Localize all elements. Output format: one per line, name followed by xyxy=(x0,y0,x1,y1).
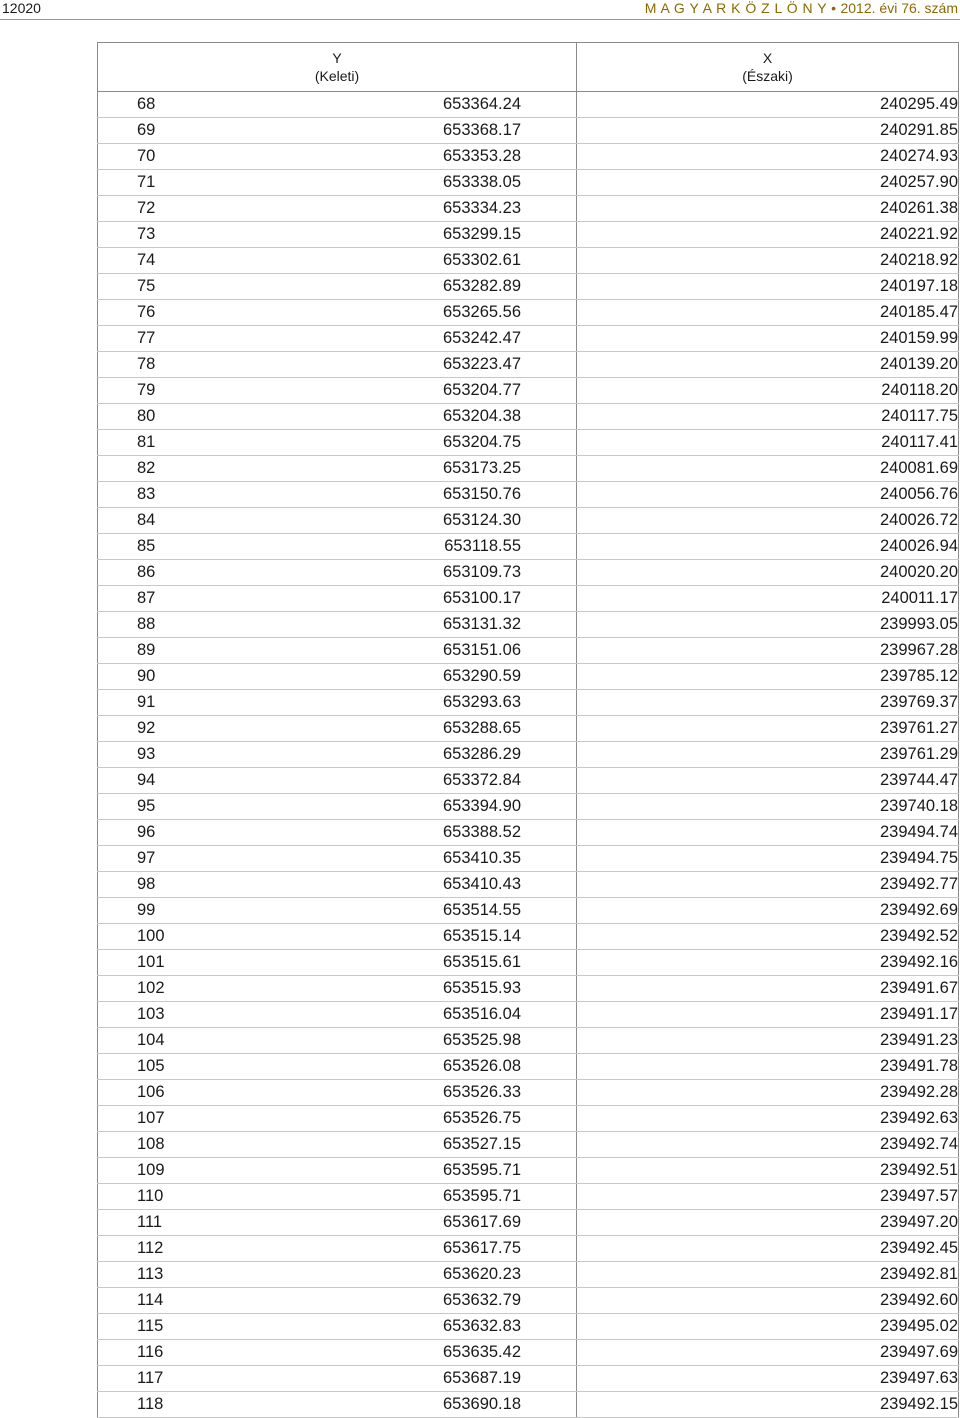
y-cell xyxy=(98,846,577,872)
y-cell xyxy=(98,560,577,586)
x-value: 239491.23 xyxy=(577,1028,959,1054)
table-row xyxy=(98,638,959,664)
table-row xyxy=(98,144,959,170)
y-value: 653526.75 xyxy=(443,1109,521,1127)
table-row xyxy=(98,352,959,378)
y-cell xyxy=(98,1392,577,1418)
y-value: 653338.05 xyxy=(443,173,521,191)
point-index: 107 xyxy=(137,1109,165,1127)
y-cell xyxy=(98,534,577,560)
y-cell xyxy=(98,144,577,170)
header-rule xyxy=(0,19,960,20)
table-row xyxy=(98,1392,959,1418)
table-row xyxy=(98,690,959,716)
y-cell xyxy=(98,716,577,742)
x-value: 240081.69 xyxy=(577,456,959,482)
y-value: 653124.30 xyxy=(443,511,521,529)
y-value: 653131.32 xyxy=(443,615,521,633)
point-index: 103 xyxy=(137,1005,165,1023)
x-value: 239497.69 xyxy=(577,1340,959,1366)
x-value: 240185.47 xyxy=(577,300,959,326)
y-value: 653151.06 xyxy=(443,641,521,659)
x-value: 239497.20 xyxy=(577,1210,959,1236)
y-value: 653515.14 xyxy=(443,927,521,945)
y-cell xyxy=(98,430,577,456)
x-value: 239497.63 xyxy=(577,1366,959,1392)
table-row xyxy=(98,222,959,248)
point-index: 80 xyxy=(137,407,156,425)
y-cell xyxy=(98,898,577,924)
point-index: 85 xyxy=(137,537,156,555)
y-value: 653617.69 xyxy=(443,1213,521,1231)
x-value: 240159.99 xyxy=(577,326,959,352)
y-cell xyxy=(98,1106,577,1132)
point-index: 72 xyxy=(137,199,156,217)
table-row xyxy=(98,586,959,612)
point-index: 96 xyxy=(137,823,156,841)
table-row xyxy=(98,378,959,404)
point-index: 110 xyxy=(137,1187,164,1205)
y-value: 653394.90 xyxy=(443,797,521,815)
y-cell xyxy=(98,794,577,820)
coordinates-table xyxy=(97,42,959,1418)
x-value: 239740.18 xyxy=(577,794,959,820)
x-value: 240218.92 xyxy=(577,248,959,274)
y-value: 653173.25 xyxy=(443,459,521,477)
y-value: 653302.61 xyxy=(443,251,521,269)
point-index: 76 xyxy=(137,303,156,321)
y-cell xyxy=(98,170,577,196)
y-value: 653515.61 xyxy=(443,953,521,971)
y-value: 653299.15 xyxy=(443,225,521,243)
y-cell xyxy=(98,1184,577,1210)
point-index: 94 xyxy=(137,771,156,789)
y-cell xyxy=(98,508,577,534)
journal-title: M A G Y A R K Ö Z L Ö N Y xyxy=(644,0,828,16)
y-value: 653515.93 xyxy=(443,979,521,997)
table-row xyxy=(98,404,959,430)
point-index: 74 xyxy=(137,251,156,269)
table-row xyxy=(98,1236,959,1262)
table-row xyxy=(98,1132,959,1158)
x-value: 239492.74 xyxy=(577,1132,959,1158)
table-row xyxy=(98,820,959,846)
page-number: 12020 xyxy=(2,0,41,16)
x-value: 239785.12 xyxy=(577,664,959,690)
table-row xyxy=(98,1262,959,1288)
y-cell xyxy=(98,1210,577,1236)
table-row xyxy=(98,664,959,690)
point-index: 115 xyxy=(137,1317,164,1335)
x-value: 240026.94 xyxy=(577,534,959,560)
x-value: 239492.45 xyxy=(577,1236,959,1262)
table-row xyxy=(98,534,959,560)
table-row xyxy=(98,612,959,638)
y-cell xyxy=(98,820,577,846)
y-cell xyxy=(98,300,577,326)
table-row xyxy=(98,274,959,300)
table-row xyxy=(98,196,959,222)
table-row xyxy=(98,326,959,352)
x-value: 239492.28 xyxy=(577,1080,959,1106)
point-index: 69 xyxy=(137,121,156,139)
point-index: 92 xyxy=(137,719,156,737)
point-index: 117 xyxy=(137,1369,164,1387)
y-value: 653635.42 xyxy=(443,1343,521,1361)
column-header-y-name: Y xyxy=(332,50,342,66)
table-row xyxy=(98,1106,959,1132)
column-header-y xyxy=(98,43,577,92)
x-value: 239494.75 xyxy=(577,846,959,872)
y-value: 653526.08 xyxy=(443,1057,521,1075)
x-value: 239761.29 xyxy=(577,742,959,768)
x-value: 239744.47 xyxy=(577,768,959,794)
y-cell xyxy=(98,1158,577,1184)
x-value: 239761.27 xyxy=(577,716,959,742)
x-value: 239492.51 xyxy=(577,1158,959,1184)
point-index: 118 xyxy=(137,1395,164,1413)
x-value: 239492.81 xyxy=(577,1262,959,1288)
y-cell xyxy=(98,976,577,1002)
column-header-x xyxy=(577,43,959,92)
table-row xyxy=(98,482,959,508)
y-value: 653118.55 xyxy=(444,537,521,555)
x-value: 239967.28 xyxy=(577,638,959,664)
x-value: 240257.90 xyxy=(577,170,959,196)
y-value: 653617.75 xyxy=(443,1239,521,1257)
y-value: 653204.75 xyxy=(443,433,521,451)
y-value: 653286.29 xyxy=(443,745,521,763)
point-index: 81 xyxy=(137,433,156,451)
table-row xyxy=(98,118,959,144)
y-cell xyxy=(98,742,577,768)
column-header-x-name: X xyxy=(762,50,773,66)
y-value: 653265.56 xyxy=(443,303,521,321)
y-cell xyxy=(98,274,577,300)
table-row xyxy=(98,92,959,118)
y-value: 653242.47 xyxy=(443,329,521,347)
y-cell xyxy=(98,638,577,664)
y-cell xyxy=(98,1132,577,1158)
table-row xyxy=(98,846,959,872)
x-value: 239993.05 xyxy=(577,612,959,638)
y-value: 653410.35 xyxy=(443,849,521,867)
x-value: 239492.60 xyxy=(577,1288,959,1314)
point-index: 102 xyxy=(137,979,165,997)
x-value: 239492.16 xyxy=(577,950,959,976)
table-header-row xyxy=(98,43,959,92)
x-value: 240291.85 xyxy=(577,118,959,144)
point-index: 108 xyxy=(137,1135,165,1153)
y-cell xyxy=(98,1054,577,1080)
table-row xyxy=(98,456,959,482)
table-row xyxy=(98,1002,959,1028)
issue-label: 2012. évi 76. szám xyxy=(840,0,958,16)
journal-header xyxy=(645,0,958,17)
x-value: 239492.69 xyxy=(577,898,959,924)
y-cell xyxy=(98,950,577,976)
y-cell xyxy=(98,196,577,222)
table-row xyxy=(98,1366,959,1392)
point-index: 86 xyxy=(137,563,156,581)
x-value: 239494.74 xyxy=(577,820,959,846)
y-cell xyxy=(98,92,577,118)
page-header xyxy=(0,0,960,17)
point-index: 100 xyxy=(137,927,165,945)
x-value: 239492.63 xyxy=(577,1106,959,1132)
y-value: 653595.71 xyxy=(443,1187,521,1205)
table-row xyxy=(98,300,959,326)
y-value: 653388.52 xyxy=(443,823,521,841)
x-value: 239492.52 xyxy=(577,924,959,950)
y-cell xyxy=(98,118,577,144)
y-cell xyxy=(98,1002,577,1028)
point-index: 90 xyxy=(137,667,156,685)
table-row xyxy=(98,560,959,586)
y-value: 653632.79 xyxy=(443,1291,521,1309)
point-index: 82 xyxy=(137,459,156,477)
point-index: 113 xyxy=(137,1265,164,1283)
point-index: 98 xyxy=(137,875,156,893)
point-index: 89 xyxy=(137,641,156,659)
table-row xyxy=(98,1158,959,1184)
y-value: 653353.28 xyxy=(443,147,521,165)
point-index: 68 xyxy=(137,95,156,113)
y-cell xyxy=(98,404,577,430)
x-value: 240221.92 xyxy=(577,222,959,248)
point-index: 109 xyxy=(137,1161,165,1179)
y-value: 653204.38 xyxy=(443,407,521,425)
y-value: 653109.73 xyxy=(443,563,521,581)
point-index: 79 xyxy=(137,381,156,399)
table-row xyxy=(98,898,959,924)
point-index: 111 xyxy=(137,1213,163,1231)
table-row xyxy=(98,716,959,742)
table-row xyxy=(98,1054,959,1080)
point-index: 71 xyxy=(137,173,156,191)
table-row xyxy=(98,430,959,456)
y-cell xyxy=(98,768,577,794)
x-value: 240011.17 xyxy=(577,586,959,612)
y-cell xyxy=(98,612,577,638)
y-value: 653690.18 xyxy=(443,1395,521,1413)
table-row xyxy=(98,248,959,274)
point-index: 95 xyxy=(137,797,156,815)
y-value: 653514.55 xyxy=(443,901,521,919)
x-value: 240117.75 xyxy=(577,404,959,430)
y-cell xyxy=(98,222,577,248)
point-index: 97 xyxy=(137,849,156,867)
table-row xyxy=(98,1080,959,1106)
table-row xyxy=(98,794,959,820)
y-cell xyxy=(98,1236,577,1262)
x-value: 239491.67 xyxy=(577,976,959,1002)
y-cell xyxy=(98,872,577,898)
y-value: 653620.23 xyxy=(443,1265,521,1283)
y-value: 653150.76 xyxy=(443,485,521,503)
y-value: 653527.15 xyxy=(443,1135,521,1153)
table-body xyxy=(98,92,959,1418)
y-value: 653100.17 xyxy=(443,589,521,607)
point-index: 104 xyxy=(137,1031,165,1049)
table-row xyxy=(98,1184,959,1210)
x-value: 240261.38 xyxy=(577,196,959,222)
table-row xyxy=(98,976,959,1002)
y-cell xyxy=(98,482,577,508)
y-cell xyxy=(98,248,577,274)
y-cell xyxy=(98,1314,577,1340)
point-index: 70 xyxy=(137,147,156,165)
y-value: 653293.63 xyxy=(443,693,521,711)
x-value: 239769.37 xyxy=(577,690,959,716)
point-index: 78 xyxy=(137,355,156,373)
point-index: 87 xyxy=(137,589,156,607)
y-cell xyxy=(98,664,577,690)
point-index: 73 xyxy=(137,225,156,243)
x-value: 240020.20 xyxy=(577,560,959,586)
y-cell xyxy=(98,924,577,950)
y-value: 653632.83 xyxy=(443,1317,521,1335)
table-row xyxy=(98,1314,959,1340)
y-cell xyxy=(98,690,577,716)
x-value: 239497.57 xyxy=(577,1184,959,1210)
table-row xyxy=(98,1210,959,1236)
x-value: 240056.76 xyxy=(577,482,959,508)
y-value: 653516.04 xyxy=(443,1005,521,1023)
point-index: 99 xyxy=(137,901,156,919)
y-value: 653687.19 xyxy=(443,1369,521,1387)
table-row xyxy=(98,1340,959,1366)
y-value: 653223.47 xyxy=(443,355,521,373)
y-cell xyxy=(98,378,577,404)
table-row xyxy=(98,508,959,534)
y-value: 653526.33 xyxy=(443,1083,521,1101)
y-cell xyxy=(98,326,577,352)
point-index: 114 xyxy=(137,1291,164,1309)
y-value: 653372.84 xyxy=(443,771,521,789)
y-cell xyxy=(98,586,577,612)
table-row xyxy=(98,1028,959,1054)
x-value: 239492.15 xyxy=(577,1392,959,1418)
y-cell xyxy=(98,1028,577,1054)
x-value: 240117.41 xyxy=(577,430,959,456)
y-value: 653282.89 xyxy=(443,277,521,295)
point-index: 93 xyxy=(137,745,156,763)
y-value: 653410.43 xyxy=(443,875,521,893)
x-value: 239492.77 xyxy=(577,872,959,898)
bullet-separator: • xyxy=(831,0,837,16)
point-index: 116 xyxy=(137,1343,164,1361)
y-value: 653595.71 xyxy=(443,1161,521,1179)
x-value: 240295.49 xyxy=(577,92,959,118)
y-value: 653204.77 xyxy=(443,381,521,399)
point-index: 91 xyxy=(137,693,156,711)
column-header-y-sub: (Keleti) xyxy=(314,68,360,84)
y-cell xyxy=(98,352,577,378)
column-header-x-sub: (Északi) xyxy=(742,68,793,84)
x-value: 240197.18 xyxy=(577,274,959,300)
x-value: 240026.72 xyxy=(577,508,959,534)
y-value: 653364.24 xyxy=(443,95,521,113)
y-cell xyxy=(98,1262,577,1288)
table-row xyxy=(98,170,959,196)
point-index: 83 xyxy=(137,485,156,503)
table-row xyxy=(98,768,959,794)
y-cell xyxy=(98,1340,577,1366)
x-value: 240274.93 xyxy=(577,144,959,170)
point-index: 75 xyxy=(137,277,156,295)
x-value: 239491.17 xyxy=(577,1002,959,1028)
table-row xyxy=(98,924,959,950)
point-index: 106 xyxy=(137,1083,165,1101)
point-index: 84 xyxy=(137,511,156,529)
x-value: 239495.02 xyxy=(577,1314,959,1340)
y-cell xyxy=(98,1080,577,1106)
table-row xyxy=(98,1288,959,1314)
y-cell xyxy=(98,1366,577,1392)
table-row xyxy=(98,872,959,898)
y-value: 653334.23 xyxy=(443,199,521,217)
point-index: 112 xyxy=(137,1239,164,1257)
x-value: 240118.20 xyxy=(577,378,959,404)
y-value: 653290.59 xyxy=(443,667,521,685)
x-value: 239491.78 xyxy=(577,1054,959,1080)
point-index: 101 xyxy=(137,953,165,971)
y-value: 653368.17 xyxy=(443,121,521,139)
point-index: 105 xyxy=(137,1057,165,1075)
y-value: 653288.65 xyxy=(443,719,521,737)
table-row xyxy=(98,950,959,976)
y-value: 653525.98 xyxy=(443,1031,521,1049)
table-row xyxy=(98,742,959,768)
x-value: 240139.20 xyxy=(577,352,959,378)
y-cell xyxy=(98,1288,577,1314)
point-index: 77 xyxy=(137,329,156,347)
point-index: 88 xyxy=(137,615,156,633)
y-cell xyxy=(98,456,577,482)
